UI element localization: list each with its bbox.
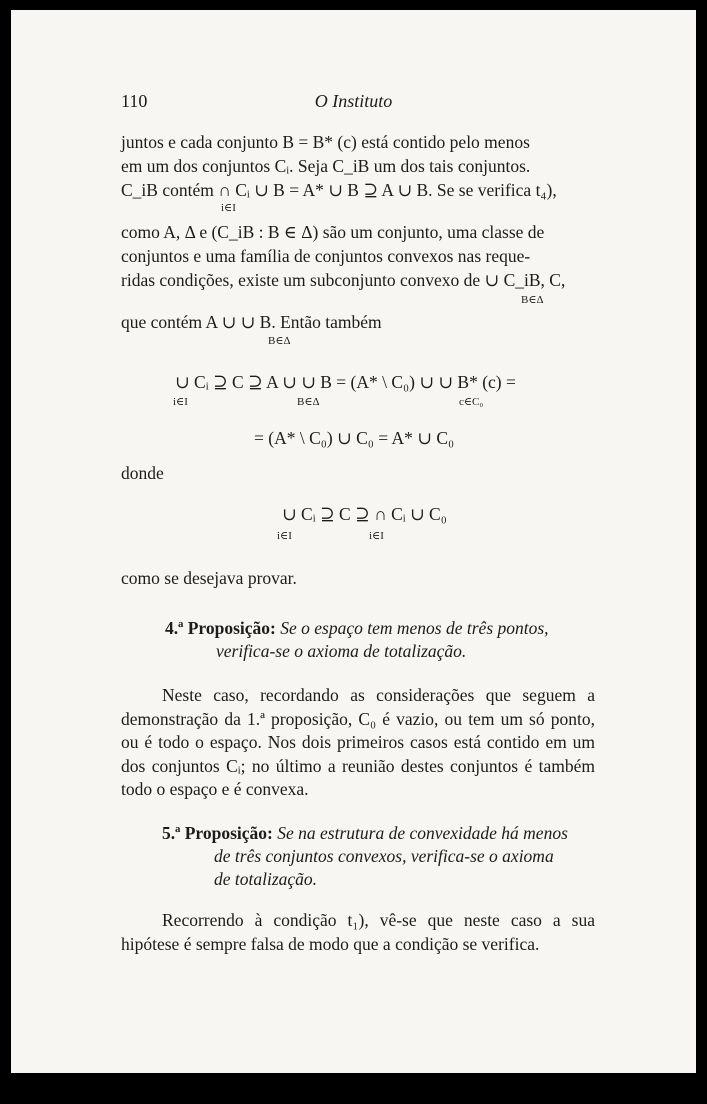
equation-3-sub-1: i∈I — [277, 530, 292, 542]
para1-line2: em um dos conjuntos Cᵢ. Seja C_iB um dos tais conjuntos. — [121, 156, 531, 176]
running-title: O Instituto — [314, 91, 393, 111]
proposition-5-number: 5.ª Proposição: — [162, 823, 273, 843]
proposition-5 — [121, 822, 595, 894]
equation-3 — [121, 503, 595, 543]
para1-line5: conjuntos e uma família de conjuntos convexos nas reque- — [121, 246, 531, 266]
proposition-5-statement-2: de três conjuntos convexos, verifica-se o axioma — [214, 846, 554, 866]
para1-line4: como A, Δ e (C_iB : B ∈ Δ) são um conjunto, uma classe de — [121, 222, 545, 242]
para1-line7: que contém A ∪ ∪ B. Então também — [121, 312, 382, 332]
paragraph-2: Neste caso, recordando as considerações que seguem a demonstração da 1.ª proposição, C₀ é vazio, ou tem um só ponto, ou é todo o espaço. Nos dois primeiros casos está contido em um dos conjuntos Cᵢ; no último a reunião destes conjuntos é também todo o espaço e é convexa. — [121, 685, 595, 799]
proposition-4-number: 4.ª Proposição: — [165, 618, 276, 638]
equation-1 — [121, 371, 595, 411]
equation-1-sub-3: c∈C₀ — [459, 396, 484, 408]
equation-3-sub-2: i∈I — [369, 530, 384, 542]
equation-1-sub-2: B∈Δ — [297, 396, 320, 408]
proposition-5-statement-3: de totalização. — [214, 869, 318, 889]
proposition-4-statement-2: verifica-se o axioma de totalização. — [216, 641, 467, 661]
proposition-4 — [121, 617, 595, 665]
donde-label: donde — [121, 463, 164, 483]
equation-1-sub-1: i∈I — [173, 396, 188, 408]
equation-2-main: = (A* \ C₀) ∪ C₀ = A* ∪ C₀ — [254, 428, 455, 448]
equation-3-main: ∪ Cᵢ ⊇ C ⊇ ∩ Cᵢ ∪ C₀ — [282, 504, 447, 524]
equation-1-main: ∪ Cᵢ ⊇ C ⊇ A ∪ ∪ B = (A* \ C₀) ∪ ∪ B* (c) = — [175, 372, 516, 392]
para1-line6: ridas condições, existe um subconjunto convexo de ∪ C_iB, C, — [121, 270, 566, 290]
para1-line6-subscript: B∈Δ — [521, 294, 544, 306]
equation-2 — [121, 427, 595, 453]
closing-line: como se desejava provar. — [121, 568, 297, 588]
para1-line1: juntos e cada conjunto B = B* (c) está contido pelo menos — [121, 132, 530, 152]
proposition-4-line1 — [165, 617, 595, 641]
para1-line3-subscript: i∈I — [221, 202, 236, 214]
proposition-5-statement-1: Se na estrutura de convexidade há menos — [277, 823, 568, 843]
paragraph-3: Recorrendo à condição t₁), vê-se que neste caso a sua hipótese é sempre falsa de modo que a condição se verifica. — [121, 910, 595, 954]
page-number: 110 — [121, 91, 148, 111]
proposition-4-statement-1: Se o espaço tem menos de três pontos, — [280, 618, 549, 638]
paragraph-1 — [121, 131, 595, 361]
proposition-5-line1 — [162, 822, 595, 846]
para1-line3: C_iB contém ∩ Cᵢ ∪ B = A* ∪ B ⊇ A ∪ B. Se se verifica t₄), — [121, 180, 557, 200]
para1-line7-subscript: B∈Δ — [268, 335, 291, 347]
